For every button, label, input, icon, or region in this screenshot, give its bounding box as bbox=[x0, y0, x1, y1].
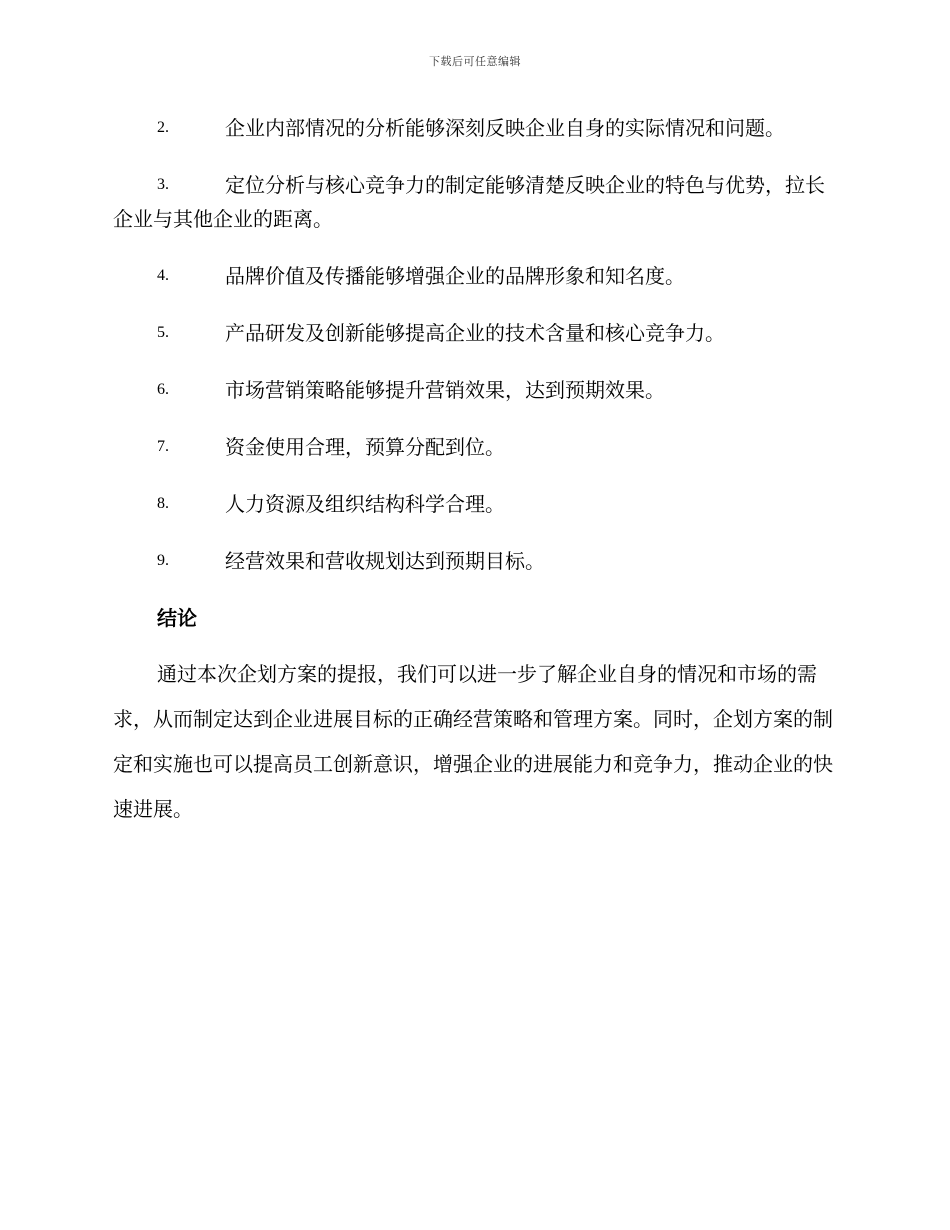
list-item bbox=[113, 259, 833, 293]
list-item-text: 品牌价值及传播能够增强企业的品牌形象和知名度。 bbox=[225, 264, 685, 288]
list-item-number: 4. bbox=[157, 267, 169, 284]
conclusion-paragraph: 通过本次企划方案的提报，我们可以进一步了解企业自身的情况和市场的需求，从而制定达到企业进展目标的正确经营策略和管理方案。同时，企划方案的制定和实施也可以提高员工创新意识，增强企业的进展能力和竞争力，推动企业的快速进展。 bbox=[113, 662, 833, 821]
conclusion-heading: 结论 bbox=[157, 606, 197, 630]
list-item-number: 7. bbox=[157, 438, 169, 455]
list-item-number: 9. bbox=[157, 552, 169, 569]
list-item-text: 企业内部情况的分析能够深刻反映企业自身的实际情况和问题。 bbox=[225, 116, 785, 140]
list-item-text: 经营效果和营收规划达到预期目标。 bbox=[225, 549, 545, 573]
list-item bbox=[113, 111, 833, 145]
list-item bbox=[113, 168, 833, 236]
list-item bbox=[113, 544, 833, 578]
list-item bbox=[113, 373, 833, 407]
list-item-text: 资金使用合理，预算分配到位。 bbox=[225, 435, 505, 459]
document-body bbox=[113, 111, 833, 832]
list-item-number: 2. bbox=[157, 119, 169, 136]
list-item-text: 定位分析与核心竞争力的制定能够清楚反映企业的特色与优势，拉长企业与其他企业的距离。 bbox=[113, 173, 825, 231]
list-item-text: 人力资源及组织结构科学合理。 bbox=[225, 492, 505, 516]
list-item-number: 3. bbox=[157, 176, 169, 193]
list-item bbox=[113, 430, 833, 464]
list-item-number: 5. bbox=[157, 324, 169, 341]
list-item-text: 市场营销策略能够提升营销效果，达到预期效果。 bbox=[225, 378, 665, 402]
list-item bbox=[113, 316, 833, 350]
list-item-number: 8. bbox=[157, 495, 169, 512]
list-item bbox=[113, 487, 833, 521]
list-item-text: 产品研发及创新能够提高企业的技术含量和核心竞争力。 bbox=[225, 321, 725, 345]
list-item-number: 6. bbox=[157, 381, 169, 398]
page-header: 下载后可任意编辑 bbox=[429, 55, 521, 68]
